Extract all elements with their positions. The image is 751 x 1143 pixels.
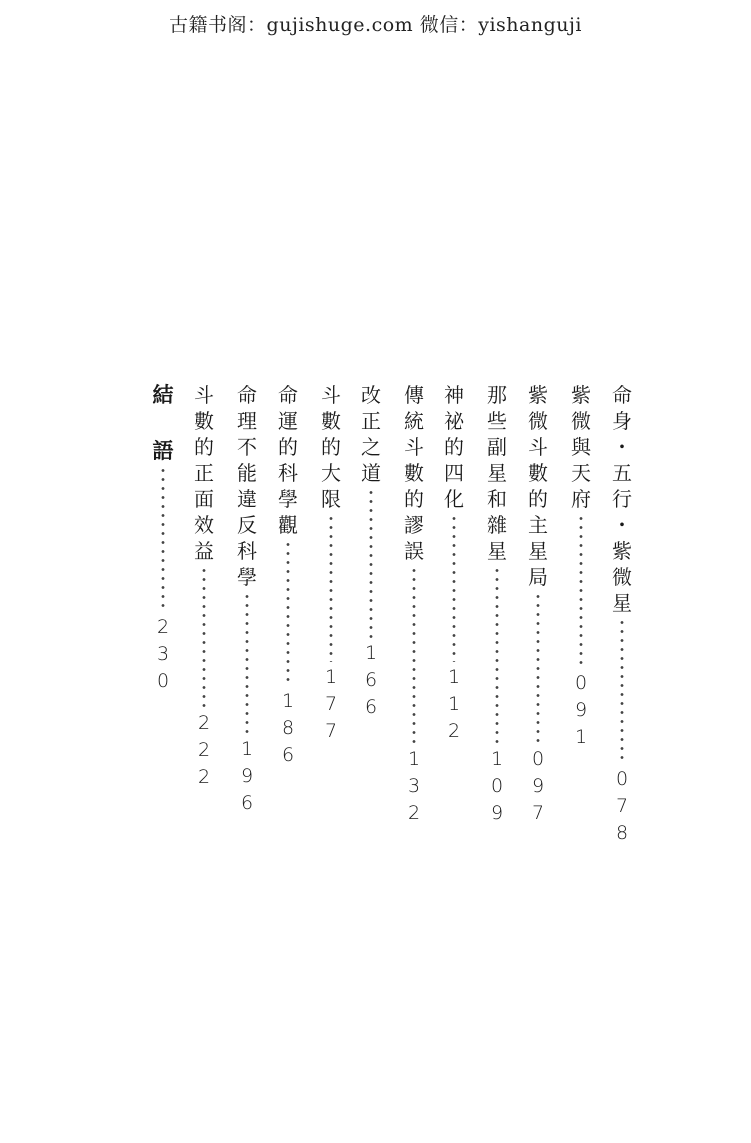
toc-entry-page: 0 9 1 (574, 672, 588, 748)
toc-entry-title: 神 祕 的 四 化 (444, 383, 464, 511)
toc-entry (525, 382, 551, 827)
toc-entry-page: 1 6 6 (364, 642, 378, 718)
toc-entry-page: 1 1 2 (447, 666, 461, 742)
toc-entry-page: 2 2 2 (197, 712, 211, 788)
toc-entry-title: 斗 數 的 正 面 效 益 (194, 383, 214, 563)
toc-entry (275, 382, 301, 769)
leader-dots (452, 514, 456, 662)
toc-entry (441, 382, 467, 745)
toc-entry-title: 改 正 之 道 (361, 383, 381, 485)
leader-dots (245, 592, 249, 734)
leader-dots (286, 540, 290, 686)
toc-entry-title: 命 運 的 科 學 觀 (278, 383, 298, 537)
toc-entry-title: 那 些 副 星 和 雜 星 (487, 383, 507, 563)
toc-entry (318, 382, 344, 745)
toc-entry-title: 結 語 (152, 383, 174, 463)
toc-entry-title: 傳 統 斗 數 的 謬 誤 (404, 383, 424, 563)
toc-entry-page: 1 3 2 (407, 748, 421, 824)
toc-entry-page: 2 3 0 (156, 616, 170, 692)
toc-entry-page: 1 0 9 (490, 748, 504, 824)
toc-entry-page: 1 8 6 (281, 690, 295, 766)
toc-entry-page: 1 9 6 (240, 738, 254, 814)
leader-dots (495, 566, 499, 744)
leader-dots (412, 566, 416, 744)
toc-entry (234, 382, 260, 817)
toc-entry-title: 紫 微 與 天 府 (571, 383, 591, 511)
toc-entry-title: 命 理 不 能 違 反 科 學 (237, 383, 257, 589)
toc-entry (568, 382, 594, 751)
leader-dots (536, 592, 540, 744)
leader-dots (202, 566, 206, 708)
toc-entry (401, 382, 427, 827)
toc-entry (484, 382, 510, 827)
toc-entry-title: 命 身 ・ 五 行 ・ 紫 微 星 (612, 383, 632, 615)
toc-entry (358, 382, 384, 721)
leader-dots (161, 466, 165, 612)
toc-entry-title: 斗 數 的 大 限 (321, 383, 341, 511)
leader-dots (579, 514, 583, 668)
toc-entry-title: 紫 微 斗 數 的 主 星 局 (528, 383, 548, 589)
toc-entry (191, 382, 217, 791)
leader-dots (329, 514, 333, 662)
toc-entry-page: 1 7 7 (324, 666, 338, 742)
toc-entry (609, 382, 635, 847)
toc-entry (150, 382, 176, 695)
watermark-header: 古籍书阁：gujishuge.com 微信：yishanguji (169, 14, 582, 36)
leader-dots (620, 618, 624, 764)
toc-entry-page: 0 7 8 (615, 768, 629, 844)
toc-entry-page: 0 9 7 (531, 748, 545, 824)
table-of-contents (0, 382, 751, 942)
leader-dots (369, 488, 373, 638)
